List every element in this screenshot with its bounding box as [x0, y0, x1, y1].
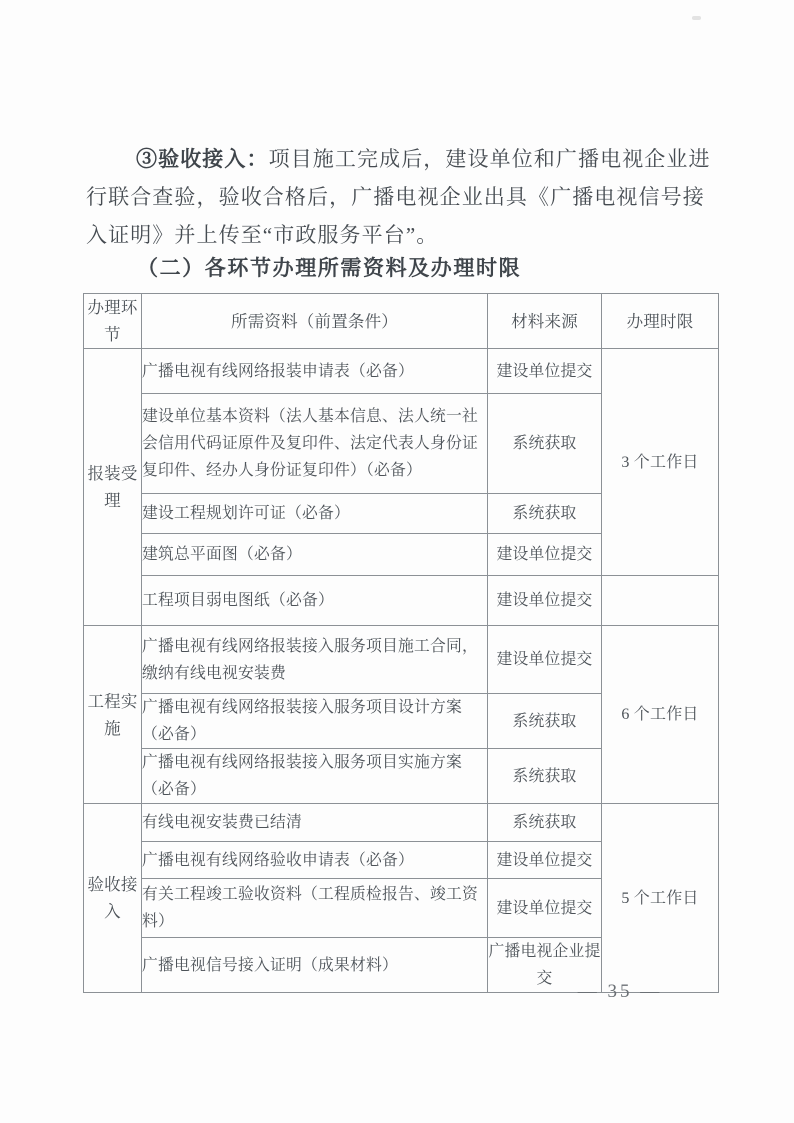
doc-cell: 有线电视安装费已结清 — [142, 804, 488, 842]
source-cell: 系统获取 — [488, 394, 602, 494]
paragraph-line — [86, 140, 712, 178]
table-row — [84, 626, 719, 694]
table-row — [84, 576, 719, 626]
header-time: 办理时限 — [602, 294, 719, 349]
doc-cell: 工程项目弱电图纸（必备） — [142, 576, 488, 626]
source-cell: 建设单位提交 — [488, 879, 602, 938]
doc-cell: 广播电视有线网络报装接入服务项目施工合同，缴纳有线电视安装费 — [142, 626, 488, 694]
source-cell: 建设单位提交 — [488, 349, 602, 394]
doc-cell: 有关工程竣工验收资料（工程质检报告、竣工资料） — [142, 879, 488, 938]
time-cell-5-days: 5 个工作日 — [602, 804, 719, 993]
source-cell: 系统获取 — [488, 749, 602, 804]
header-stage: 办理环节 — [84, 294, 142, 349]
doc-cell: 广播电视有线网络验收申请表（必备） — [142, 842, 488, 879]
paragraph-line: 行联合查验，验收合格后，广播电视企业出具《广播电视信号接 — [86, 185, 705, 209]
paragraph-bold-lead: ③验收接入： — [136, 147, 269, 171]
source-cell: 建设单位提交 — [488, 842, 602, 879]
doc-cell: 建筑总平面图（必备） — [142, 534, 488, 576]
table-row — [84, 804, 719, 842]
body-paragraph — [86, 140, 712, 254]
page-number: — 35 — — [577, 981, 663, 1002]
header-source: 材料来源 — [488, 294, 602, 349]
table-row — [84, 349, 719, 394]
source-cell: 建设单位提交 — [488, 576, 602, 626]
time-cell-6-days: 6 个工作日 — [602, 626, 719, 804]
doc-cell: 广播电视有线网络报装接入服务项目实施方案（必备） — [142, 749, 488, 804]
time-cell-3-days: 3 个工作日 — [602, 349, 719, 576]
paragraph-text: 项目施工完成后，建设单位和广播电视企业进 — [268, 147, 711, 171]
scan-artifact — [692, 16, 701, 20]
doc-cell: 广播电视信号接入证明（成果材料） — [142, 938, 488, 993]
doc-cell: 广播电视有线网络报装申请表（必备） — [142, 349, 488, 394]
source-cell: 系统获取 — [488, 694, 602, 749]
header-docs: 所需资料（前置条件） — [142, 294, 488, 349]
paragraph-line: 入证明》并上传至“市政服务平台”。 — [86, 223, 439, 247]
source-cell: 建设单位提交 — [488, 534, 602, 576]
source-cell: 广播电视企业提交 — [488, 938, 602, 993]
time-cell-empty — [602, 576, 719, 626]
doc-cell: 建设工程规划许可证（必备） — [142, 494, 488, 534]
source-cell: 系统获取 — [488, 494, 602, 534]
source-cell: 系统获取 — [488, 804, 602, 842]
doc-cell: 广播电视有线网络报装接入服务项目设计方案（必备） — [142, 694, 488, 749]
source-cell: 建设单位提交 — [488, 626, 602, 694]
stage-cell-yanshou-jieru: 验收接入 — [84, 804, 142, 993]
stage-cell-baozhuang-shouli: 报装受理 — [84, 349, 142, 626]
stage-cell-gongcheng-shishi: 工程实施 — [84, 626, 142, 804]
requirements-table — [83, 293, 719, 993]
doc-cell: 建设单位基本资料（法人基本信息、法人统一社会信用代码证原件及复印件、法定代表人身份证复印件、经办人身份证复印件）（必备） — [142, 394, 488, 494]
section-heading: （二）各环节办理所需资料及办理时限 — [137, 256, 522, 280]
table-header-row — [84, 294, 719, 349]
